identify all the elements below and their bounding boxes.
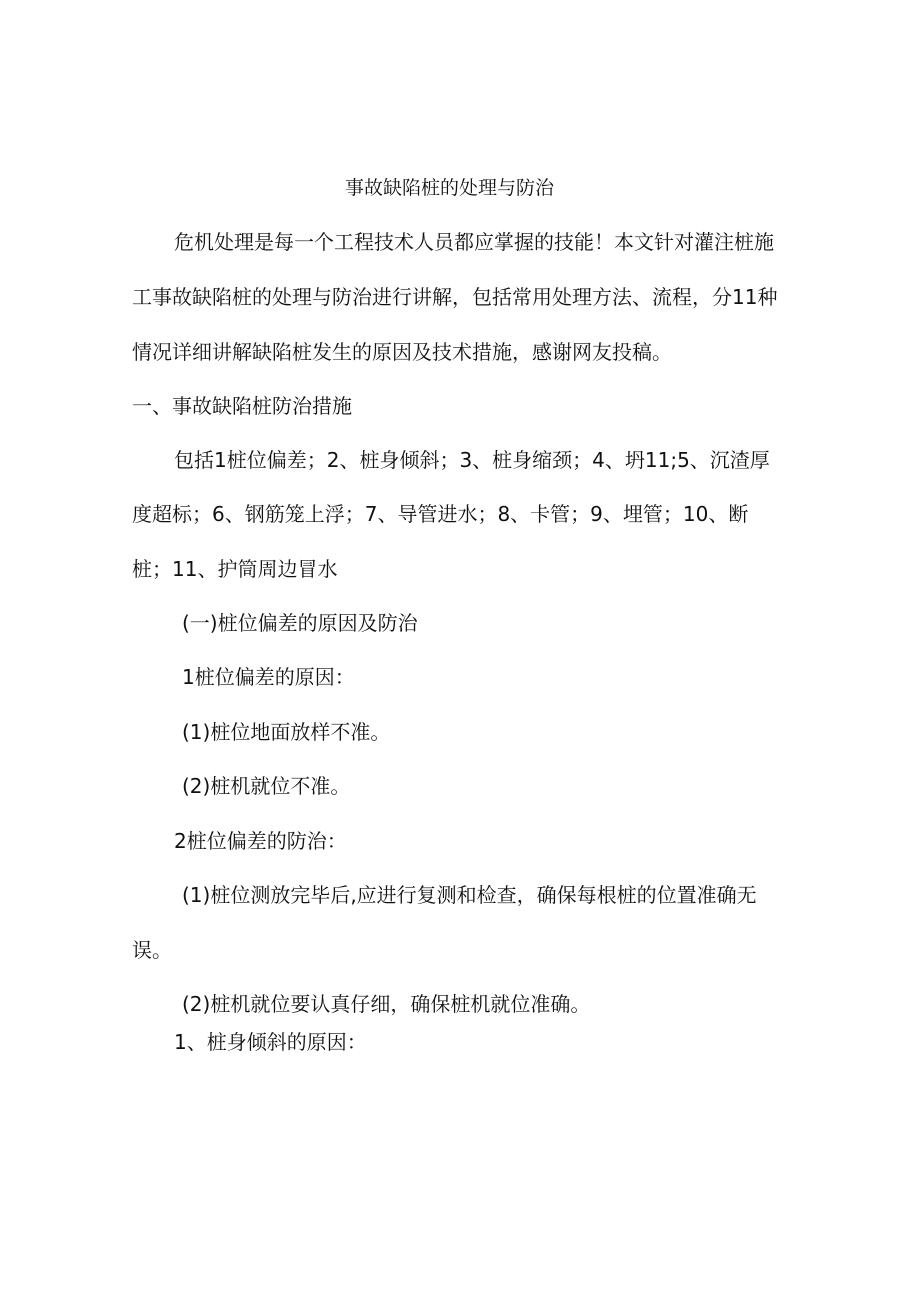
cause-heading: 1桩位偏差的原因： — [182, 665, 355, 689]
items-line-3: 桩；11、护筒周边冒水 — [132, 557, 338, 581]
prevention-item-2: (2)桩机就位要认真仔细，确保桩机就位准确。 — [182, 992, 591, 1016]
prevention-heading: 2桩位偏差的防治： — [174, 829, 347, 853]
page-title: 事故缺陷桩的处理与防治 — [345, 177, 555, 199]
items-line-1: 包括1桩位偏差；2、桩身倾斜；3、桩身缩颈；4、坍11;5、沉渣厚 — [174, 448, 770, 472]
intro-line-2: 工事故缺陷桩的处理与防治进行讲解，包括常用处理方法、流程，分11种 — [132, 285, 778, 309]
section-heading-1: 一、事故缺陷桩防治措施 — [132, 394, 352, 418]
cause-item-2: (2)桩机就位不准。 — [182, 774, 351, 798]
intro-line-3: 情况详细讲解缺陷桩发生的原因及技术措施，感谢网友投稿。 — [132, 340, 672, 364]
prevention-item-1-line-2: 误。 — [132, 938, 172, 962]
intro-line-1: 危机处理是每一个工程技术人员都应掌握的技能！本文针对灌注桩施 — [174, 230, 774, 254]
subsection-heading-1: (一)桩位偏差的原因及防治 — [182, 611, 418, 635]
tilt-cause-heading: 1、桩身倾斜的原因： — [174, 1030, 367, 1054]
prevention-item-1-line-1: (1)桩位测放完毕后,应进行复测和检查，确保每根桩的位置准确无 — [182, 883, 757, 907]
items-line-2: 度超标；6、钢筋笼上浮；7、导管进水；8、卡管；9、埋管；10、断 — [132, 502, 749, 526]
cause-item-1: (1)桩位地面放样不准。 — [182, 720, 391, 744]
